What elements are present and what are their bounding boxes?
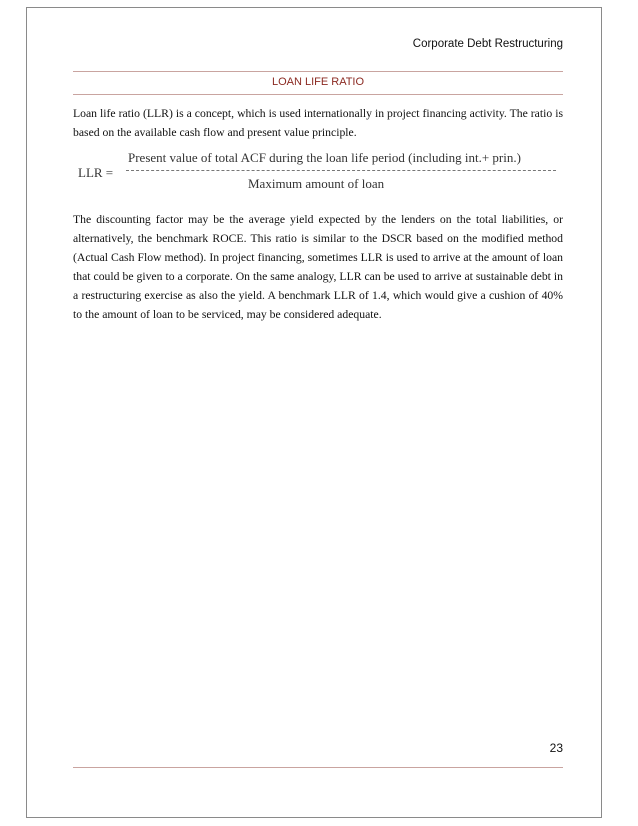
intro-paragraph: Loan life ratio (LLR) is a concept, which is used internationally in project financing activity. The ratio is based on the available cash flow and present value principle. bbox=[73, 107, 563, 139]
formula-fraction-bar bbox=[126, 170, 556, 171]
page-number: 23 bbox=[549, 741, 563, 755]
formula-lhs: LLR = bbox=[78, 165, 114, 180]
discussion-paragraph: The discounting factor may be the average yield expected by the lenders on the total liabilities, or alternatively, the benchmark ROCE. This ratio is similar to the DSCR based on the modified method (Actual Cash Flow method). In project financing, sometimes LLR is used to arrive at the amount of loan that could be given to a corporate. On the same analogy, LLR can be used to arrive at sustainable debt in a restructuring exercise as also the yield. A benchmark LLR of 1.4, which would give a cushion of 40% to the amount of loan to be serviced, may be considered adequate. bbox=[73, 213, 563, 321]
llr-formula bbox=[78, 150, 568, 196]
running-header: Corporate Debt Restructuring bbox=[412, 38, 563, 50]
formula-numerator: Present value of total ACF during the loan life period (including int.+ prin.) bbox=[128, 150, 521, 165]
formula-denominator: Maximum amount of loan bbox=[248, 176, 385, 191]
section-title: LOAN LIFE RATIO bbox=[73, 71, 563, 95]
footer-rule bbox=[73, 767, 563, 768]
